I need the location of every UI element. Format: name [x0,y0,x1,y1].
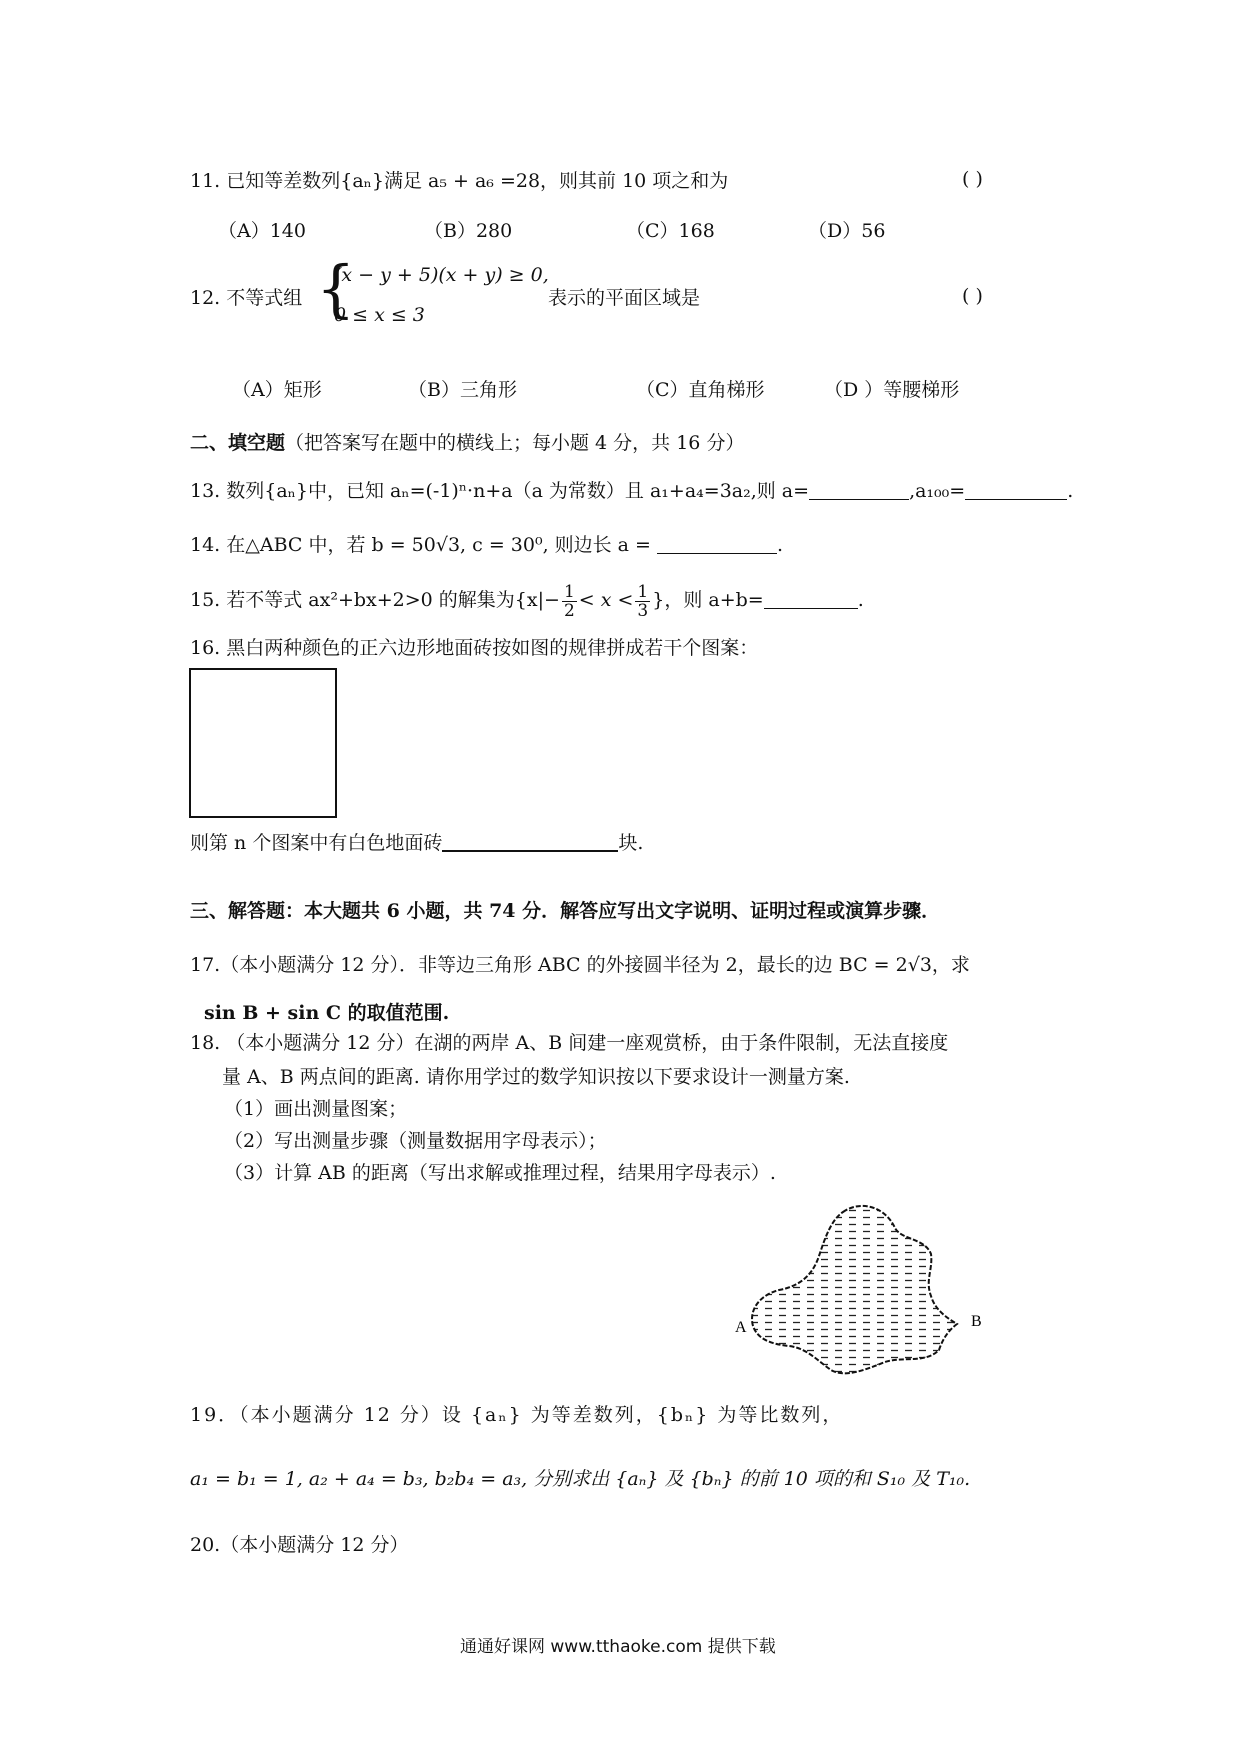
q20-line-1: 20.（本小题满分 12 分） [190,1534,409,1556]
q16-answer [190,830,643,856]
q11-option-c: （C）168 [626,220,715,242]
q19-line-1: 19．（本小题满分 12 分）设 {aₙ} 为等差数列，{bₙ} 为等比数列， [190,1404,844,1426]
q12-option-d: （D ）等腰梯形 [824,379,960,401]
q12-condition-2: 0 ≤ x ≤ 3 [334,304,425,326]
q13-mid: ,a₁₀₀= [909,480,966,502]
q15-post: }，则 a+b= [652,589,764,611]
q16-figure-placeholder [189,668,337,818]
q14-blank [657,533,777,554]
q15-mid: < x < [578,589,634,611]
q12-option-c: （C）直角梯形 [636,379,765,401]
q16-text: 16. 黑白两种颜色的正六边形地面砖按如图的规律拼成若干个图案： [190,637,759,659]
point-a-label: A [735,1319,747,1336]
q12-option-a: （A）矩形 [232,379,322,401]
q11-option-d: （D）56 [808,220,886,242]
q11-option-b: （B）280 [424,220,513,242]
q11-answer-paren: ( ) [962,168,983,190]
q13-end: . [1067,480,1074,502]
q16-answer-pre: 则第 n 个图案中有白色地面砖 [190,832,443,854]
q11-stem: 11. 已知等差数列{aₙ}满足 a₅ + a₆ =28，则其前 10 项之和为 [190,170,729,192]
q15-fraction-1: $\frac{1}{2}$ [563,581,575,621]
q16-answer-post: 块. [618,832,644,854]
q12-condition-1: (x − y + 5)(x + y) ≥ 0, [334,264,549,286]
q18-item-1: （1）画出测量图案； [224,1098,408,1120]
q18-line-1: 18. （本小题满分 12 分）在湖的两岸 A、B 间建一座观赏桥，由于条件限制，无法直接度 [190,1032,949,1054]
section-2-heading [190,430,744,456]
q17-line-1: 17.（本小题满分 12 分）．非等边三角形 ABC 的外接圆半径为 2，最长的边 BC = 2√3，求 [190,954,970,976]
q13 [190,478,1073,504]
q15 [190,578,864,622]
q17-line-2: sin B + sin C 的取值范围. [204,1002,450,1024]
q19-line-2: a₁ = b₁ = 1, a₂ + a₄ = b₃, b₂b₄ = a₃, 分别求出 {aₙ} 及 {bₙ} 的前 10 项的和 S₁₀ 及 T₁₀. [190,1468,971,1490]
q12-answer-paren: ( ) [962,285,983,307]
q18-lake-figure [735,1200,995,1380]
q16-blank [442,830,618,852]
section-3-title: 三、解答题：本大题共 6 小题，共 74 分．解答应写出文字说明、证明过程或演算步骤． [190,900,941,922]
q14-end: . [776,534,784,556]
q11-option-a: （A）140 [218,220,306,242]
page-footer: 通通好课网 www.tthaoke.com 提供下载 [460,1637,776,1657]
q12-option-b: （B）三角形 [408,379,517,401]
q18-item-3: （3）计算 AB 的距离（写出求解或推理过程，结果用字母表示）. [224,1162,776,1184]
q12-tail: 表示的平面区域是 [548,287,701,309]
section-2-note: （把答案写在题中的横线上；每小题 4 分，共 16 分） [285,432,745,454]
q14 [190,532,783,558]
q15-fraction-2: $\frac{1}{3}$ [637,581,649,621]
lake-hatching [735,1200,995,1380]
section-2-title: 二、填空题 [190,432,286,454]
q18-item-2: （2）写出测量步骤（测量数据用字母表示）； [224,1130,607,1152]
q15-pre: 15. 若不等式 ax²+bx+2>0 的解集为{x|− [190,589,560,611]
q12-label: 12. 不等式组 [190,287,303,309]
q13-blank-2 [965,479,1067,500]
q15-end: . [857,589,864,611]
q15-blank [764,588,858,609]
q18-line-2: 量 A、B 两点间的距离. 请你用学过的数学知识按以下要求设计一测量方案. [222,1066,850,1088]
q13-text: 13. 数列{aₙ}中，已知 aₙ=(-1)ⁿ·n+a（a 为常数）且 a₁+a₄=3a₂,则 a= [190,480,810,502]
point-b-label: B [971,1313,982,1330]
q12-brace: { [316,252,356,325]
q13-blank-1 [809,479,909,500]
q14-text: 14. 在△ABC 中，若 b = 50√3, c = 30⁰, 则边长 a = [190,534,651,556]
